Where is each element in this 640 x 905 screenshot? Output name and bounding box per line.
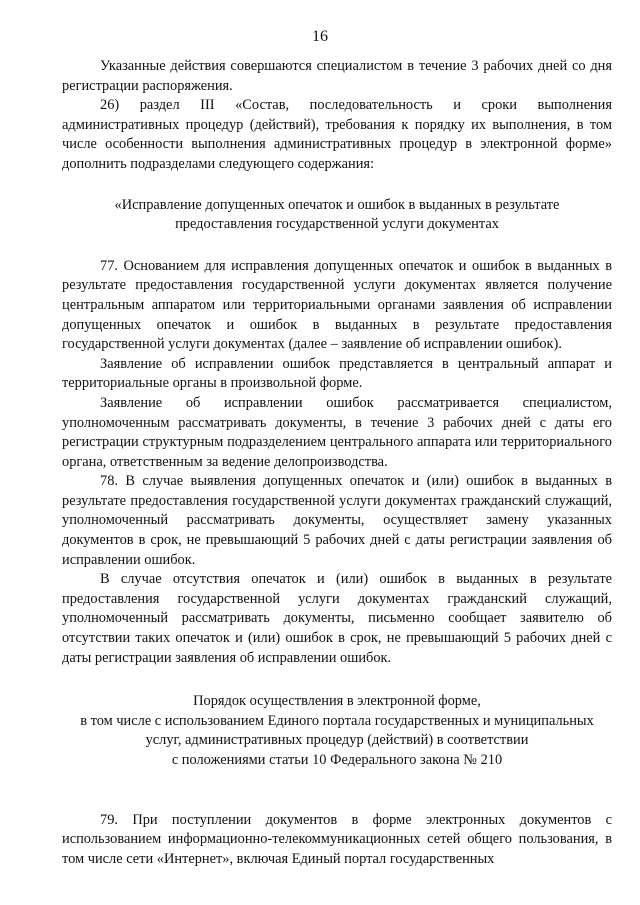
paragraph-item-79: 79. При поступлении документов в форме электронных документов с использованием информационно-телекоммуникационных сетей общего пользования, в том числе сети «Интернет», включая Единый портал государственных: [62, 811, 612, 867]
paragraph-item-78-absence: В случае отсутствия опечаток и (или) ошибок в выданных в результате предоставления государственной услуги документах гражданский служащий, уполномоченный рассматривать документы, письменно сообщает заявителю об отсутствии таких опечаток и (или) ошибок в срок, не превышающий 5 рабочих дней с даты регистрации заявления об исправлении ошибок.: [62, 571, 612, 666]
section-heading-corrections: «Исправление допущенных опечаток и ошибок в выданных в результате предоставления государственной услуги документах: [114, 196, 560, 233]
heading-line-4: с положениями статьи 10 Федерального закона № 210: [171, 752, 503, 768]
paragraph-item-77-form: Заявление об исправлении ошибок представляется в центральный аппарат и территориальные органы в произвольной форме.: [62, 355, 612, 392]
heading-line-2: в том числе с использованием Единого портала государственных и муниципальных: [80, 712, 594, 729]
paragraph-item-26: 26) раздел III «Состав, последовательность и сроки выполнения административных процедур (действий), требования к порядку их выполнения, в том числе особенности выполнения административных процедур в электронной форме» дополнить подразделами следующего содержания:: [62, 97, 612, 172]
paragraph-actions-deadline: Указанные действия совершаются специалистом в течение 3 рабочих дней со дня регистрации распоряжения.: [62, 58, 612, 94]
heading-line-3: услуг, административных процедур (действий) в соответствии: [145, 732, 529, 749]
document-body: [62, 57, 612, 869]
page-number: 16: [312, 28, 328, 45]
paragraph-item-77-review: Заявление об исправлении ошибок рассматривается специалистом, уполномоченным рассматривать документы, в течение 3 рабочих дней с даты его регистрации структурным подразделением центрального аппарата или территориального органа, ответственным за ведение делопроизводства.: [62, 394, 612, 470]
heading-line-1: Порядок осуществления в электронной форме,: [193, 693, 481, 710]
section-heading-electronic-form: [62, 692, 612, 770]
paragraph-item-77: 77. Основанием для исправления допущенных опечаток и ошибок в выданных в результате предоставления государственной услуги документах является получение центральным аппаратом или территориальными органами заявления об исправлении допущенных опечаток и ошибок в выданных в результате предоставления государственной услуги документах (далее – заявление об исправлении ошибок).: [62, 257, 612, 353]
paragraph-item-78: 78. В случае выявления допущенных опечаток и (или) ошибок в выданных в результате предоставления государственной услуги документах гражданский служащий, уполномоченный рассматривать документы, осуществляет замену указанных документов в срок, не превышающий 5 рабочих дней с даты регистрации заявления об исправлении ошибок.: [62, 473, 612, 568]
